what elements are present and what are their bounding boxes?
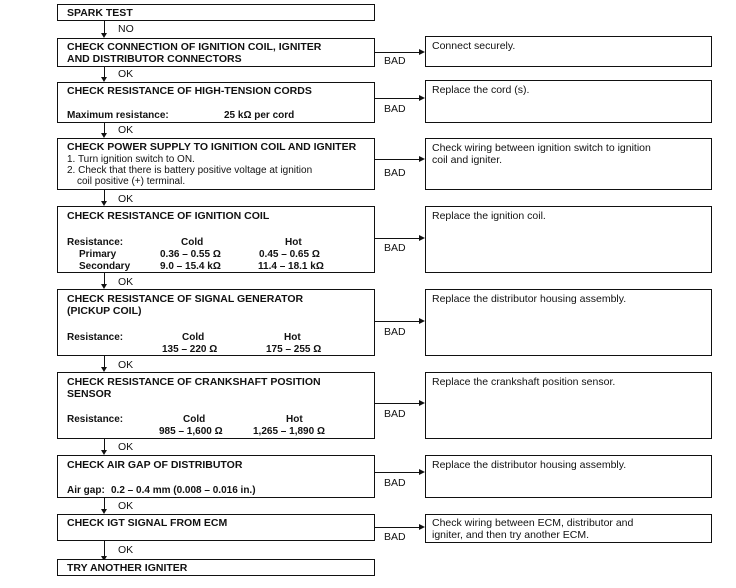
- instruction-line: 1. Turn ignition switch to ON.: [67, 154, 195, 165]
- ok-label: OK: [118, 276, 134, 288]
- end-title: TRY ANOTHER IGNITER: [67, 562, 188, 574]
- step-connection-check: [57, 38, 375, 67]
- hot-header: Hot: [284, 332, 301, 343]
- hot-value: 175 – 255 Ω: [266, 344, 322, 355]
- bad-label: BAD: [384, 167, 406, 179]
- bad-label: BAD: [384, 326, 406, 338]
- action-text: igniter, and then try another ECM.: [432, 529, 590, 541]
- hot-value: 11.4 – 18.1 kΩ: [258, 261, 324, 272]
- cold-header: Cold: [181, 237, 204, 248]
- ok-label: OK: [118, 359, 134, 371]
- cold-value: 9.0 – 15.4 kΩ: [160, 261, 221, 272]
- bad-label: BAD: [384, 55, 406, 67]
- step-air-gap: [57, 455, 375, 498]
- hot-value: 1,265 – 1,890 Ω: [253, 426, 325, 437]
- cold-value: 985 – 1,600 Ω: [159, 426, 223, 437]
- action-box: [425, 514, 712, 543]
- action-text: Check wiring between ignition switch to ignition: [432, 142, 651, 154]
- action-text: Connect securely.: [432, 40, 516, 52]
- resistance-label: Resistance:: [67, 414, 124, 425]
- end-box: [57, 559, 375, 576]
- action-text: coil and igniter.: [432, 154, 503, 166]
- step-title: CHECK CONNECTION OF IGNITION COIL, IGNITER: [67, 41, 322, 53]
- ok-label: OK: [118, 441, 134, 453]
- action-box: [425, 372, 712, 439]
- start-box: [57, 4, 375, 21]
- bad-label: BAD: [384, 477, 406, 489]
- step-title: AND DISTRIBUTOR CONNECTORS: [67, 53, 242, 65]
- action-box: [425, 206, 712, 273]
- bad-line: [375, 403, 419, 404]
- row-name: Primary: [79, 249, 117, 260]
- step-title: CHECK RESISTANCE OF SIGNAL GENERATOR: [67, 293, 304, 305]
- instruction-line: coil positive (+) terminal.: [77, 176, 186, 187]
- step-signal-generator: [57, 289, 375, 356]
- air-gap-label: Air gap:: [67, 485, 105, 496]
- bad-line: [375, 527, 419, 528]
- step-power-supply: [57, 138, 375, 190]
- ok-label: OK: [118, 193, 134, 205]
- instruction-line: 2. Check that there is battery positive voltage at ignition: [67, 165, 313, 176]
- hot-header: Hot: [285, 237, 302, 248]
- bad-line: [375, 159, 419, 160]
- action-box: [425, 80, 712, 123]
- ok-label: OK: [118, 500, 134, 512]
- action-text: Replace the crankshaft position sensor.: [432, 376, 616, 388]
- hot-value: 0.45 – 0.65 Ω: [259, 249, 320, 260]
- bad-label: BAD: [384, 103, 406, 115]
- action-text: Replace the ignition coil.: [432, 210, 546, 222]
- bad-label: BAD: [384, 408, 406, 420]
- start-title: SPARK TEST: [67, 7, 133, 19]
- bad-label: BAD: [384, 242, 406, 254]
- row-name: Secondary: [79, 261, 131, 272]
- bad-line: [375, 321, 419, 322]
- action-text: Check wiring between ECM, distributor and: [432, 517, 634, 529]
- cold-header: Cold: [182, 332, 205, 343]
- step-title: CHECK RESISTANCE OF HIGH-TENSION CORDS: [67, 85, 312, 97]
- max-resistance-label: Maximum resistance:: [67, 110, 169, 121]
- step-title: CHECK AIR GAP OF DISTRIBUTOR: [67, 459, 243, 471]
- bad-label: BAD: [384, 531, 406, 543]
- step-title: CHECK IGT SIGNAL FROM ECM: [67, 517, 228, 529]
- bad-line: [375, 98, 419, 99]
- air-gap-value: 0.2 – 0.4 mm (0.008 – 0.016 in.): [111, 485, 256, 496]
- step-title: CHECK RESISTANCE OF CRANKSHAFT POSITION: [67, 376, 321, 388]
- step-crankshaft-sensor: [57, 372, 375, 439]
- step-title: (PICKUP COIL): [67, 305, 142, 317]
- ok-label: OK: [118, 68, 134, 80]
- action-text: Replace the cord (s).: [432, 84, 530, 96]
- action-text: Replace the distributor housing assembly.: [432, 459, 627, 471]
- action-box: [425, 138, 712, 190]
- resistance-label: Resistance:: [67, 332, 124, 343]
- ok-label: OK: [118, 124, 134, 136]
- cold-header: Cold: [183, 414, 206, 425]
- action-text: Replace the distributor housing assembly.: [432, 293, 627, 305]
- step-igt-signal: [57, 514, 375, 541]
- bad-line: [375, 52, 419, 53]
- bad-line: [375, 472, 419, 473]
- max-resistance-value: 25 kΩ per cord: [224, 110, 295, 121]
- ok-label: OK: [118, 544, 134, 556]
- step-high-tension-cords: [57, 82, 375, 123]
- step-title: CHECK POWER SUPPLY TO IGNITION COIL AND IGNITER: [67, 141, 357, 153]
- step-title: CHECK RESISTANCE OF IGNITION COIL: [67, 210, 270, 222]
- action-box: [425, 289, 712, 356]
- step-ignition-coil: [57, 206, 375, 273]
- action-box: [425, 455, 712, 498]
- step-title: SENSOR: [67, 388, 112, 400]
- action-box: [425, 36, 712, 67]
- connector-line: [104, 541, 105, 557]
- cold-value: 135 – 220 Ω: [162, 344, 218, 355]
- bad-line: [375, 238, 419, 239]
- no-label: NO: [118, 23, 134, 35]
- hot-header: Hot: [286, 414, 303, 425]
- resistance-label: Resistance:: [67, 237, 124, 248]
- cold-value: 0.36 – 0.55 Ω: [160, 249, 221, 260]
